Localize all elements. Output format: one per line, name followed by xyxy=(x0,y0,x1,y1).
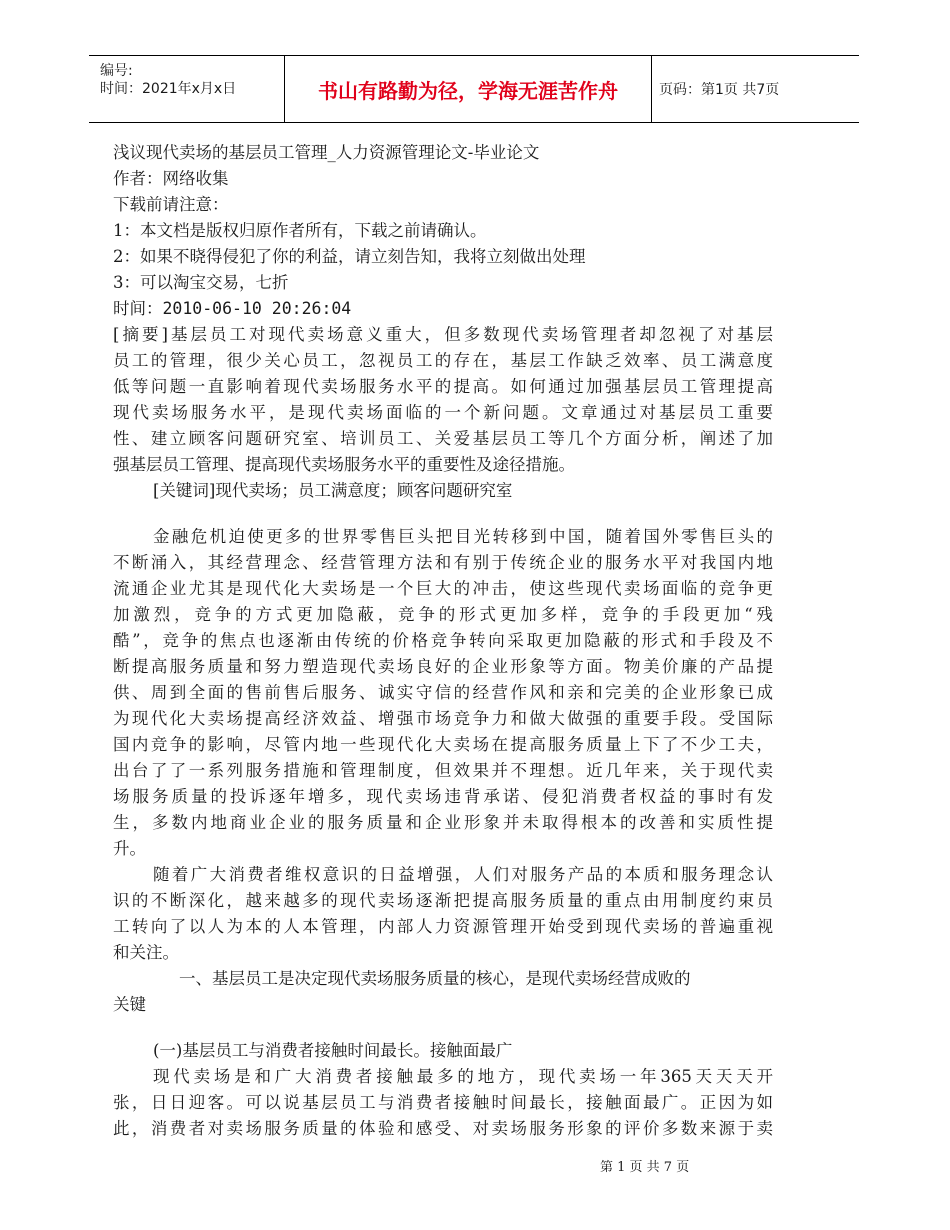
page-info: 页码：第1页 共7页 xyxy=(659,82,780,98)
time-label: 时间：2021年x月x日 xyxy=(100,81,237,97)
paragraph-line: 识的不断深化，越来越多的现代卖场逐渐把提高服务质量的重点由用制度约束员 xyxy=(113,891,773,910)
paragraph-line: 张，日日迎客。可以说基层员工与消费者接触时间最长，接触面最广。正因为如 xyxy=(113,1093,773,1112)
paragraph-line: 不断涌入，其经营理念、经营管理方法和有别于传统企业的服务水平对我国内地 xyxy=(113,553,773,572)
paragraph-line: 和关注。 xyxy=(113,943,179,962)
header-right-cell xyxy=(651,56,859,122)
abstract-line: 低等问题一直影响着现代卖场服务水平的提高。如何通过加强基层员工管理提高 xyxy=(113,377,773,396)
abstract xyxy=(113,322,773,478)
paragraph-2 xyxy=(113,862,773,966)
paragraph-1 xyxy=(113,524,773,862)
notice-title: 下载前请注意： xyxy=(113,195,229,214)
paragraph-line: 断提高服务质量和努力塑造现代卖场良好的企业形象等方面。物美价廉的产品提 xyxy=(113,657,773,676)
paragraph-line: 随着广大消费者维权意识的日益增强，人们对服务产品的本质和服务理念认 xyxy=(153,865,773,884)
page-footer: 第 1 页 共 7 页 xyxy=(600,1160,690,1175)
paragraph-line: 酷”，竞争的焦点也逐渐由传统的价格竞争转向采取更加隐蔽的形式和手段及不 xyxy=(113,631,773,650)
paragraph-line: 此，消费者对卖场服务质量的体验和感受、对卖场服务形象的评价多数来源于卖 xyxy=(113,1119,773,1138)
paragraph-line: 为现代化大卖场提高经济效益、增强市场竞争力和做大做强的重要手段。受国际 xyxy=(113,709,773,728)
paragraph-line: 流通企业尤其是现代化大卖场是一个巨大的冲击，使这些现代卖场面临的竞争更 xyxy=(113,579,773,598)
paragraph-line: 现代卖场是和广大消费者接触最多的地方，现代卖场一年365天天天开 xyxy=(153,1067,773,1086)
abstract-line: 员工的管理，很少关心员工，忽视员工的存在，基层工作缺乏效率、员工满意度 xyxy=(113,351,773,370)
keywords: [关键词]现代卖场；员工满意度；顾客问题研究室 xyxy=(153,481,513,500)
heading-line: 一、基层员工是决定现代卖场服务质量的核心，是现代卖场经营成败的 xyxy=(179,969,691,988)
header-table xyxy=(89,55,859,123)
heading-line: 关键 xyxy=(113,995,146,1014)
abstract-line: [摘要]基层员工对现代卖场意义重大，但多数现代卖场管理者却忽视了对基层 xyxy=(113,325,773,344)
section-heading-1 xyxy=(113,966,773,1018)
notice-1: 1：本文档是版权归原作者所有，下载之前请确认。 xyxy=(113,221,487,240)
paragraph-line: 生，多数内地商业企业的服务质量和企业形象并未取得根本的改善和实质性提 xyxy=(113,813,773,832)
notice-3: 3：可以淘宝交易，七折 xyxy=(113,273,289,292)
doc-time: 时间：2010-06-10 20:26:04 xyxy=(113,299,352,318)
number-label: 编号: xyxy=(100,63,133,79)
doc-title: 浅议现代卖场的基层员工管理_人力资源管理论文-毕业论文 xyxy=(113,143,540,162)
paragraph-3 xyxy=(113,1064,773,1142)
abstract-line: 现代卖场服务水平，是现代卖场面临的一个新问题。文章通过对基层员工重要 xyxy=(113,403,773,422)
paragraph-line: 场服务质量的投诉逐年增多，现代卖场违背承诺、侵犯消费者权益的事时有发 xyxy=(113,787,773,806)
doc-author: 作者：网络收集 xyxy=(113,169,229,188)
spacer xyxy=(113,1018,773,1038)
paragraph-line: 供、周到全面的售前售后服务、诚实守信的经营作风和亲和完美的企业形象已成 xyxy=(113,683,773,702)
document-body xyxy=(113,140,773,1142)
paragraph-line: 出台了了一系列服务措施和管理制度，但效果并不理想。近几年来，关于现代卖 xyxy=(113,761,773,780)
abstract-line: 强基层员工管理、提高现代卖场服务水平的重要性及途径措施。 xyxy=(113,455,575,474)
subheading-1: (一)基层员工与消费者接触时间最长。接触面最广 xyxy=(153,1041,513,1060)
spacer xyxy=(113,504,773,524)
motto: 书山有路勤为径，学海无涯苦作舟 xyxy=(284,56,652,122)
header-left-cell xyxy=(89,56,284,122)
notice-2: 2：如果不晓得侵犯了你的利益，请立刻告知，我将立刻做出处理 xyxy=(113,247,586,266)
paragraph-line: 工转向了以人为本的人本管理，内部人力资源管理开始受到现代卖场的普遍重视 xyxy=(113,917,773,936)
abstract-line: 性、建立顾客问题研究室、培训员工、关爱基层员工等几个方面分析，阐述了加 xyxy=(113,429,773,448)
paragraph-line: 国内竞争的影响，尽管内地一些现代化大卖场在提高服务质量上下了不少工夫， xyxy=(113,735,773,754)
paragraph-line: 升。 xyxy=(113,839,146,858)
paragraph-line: 加激烈，竞争的方式更加隐蔽，竞争的形式更加多样，竞争的手段更加“残 xyxy=(113,605,773,624)
paragraph-line: 金融危机迫使更多的世界零售巨头把目光转移到中国，随着国外零售巨头的 xyxy=(153,527,773,546)
